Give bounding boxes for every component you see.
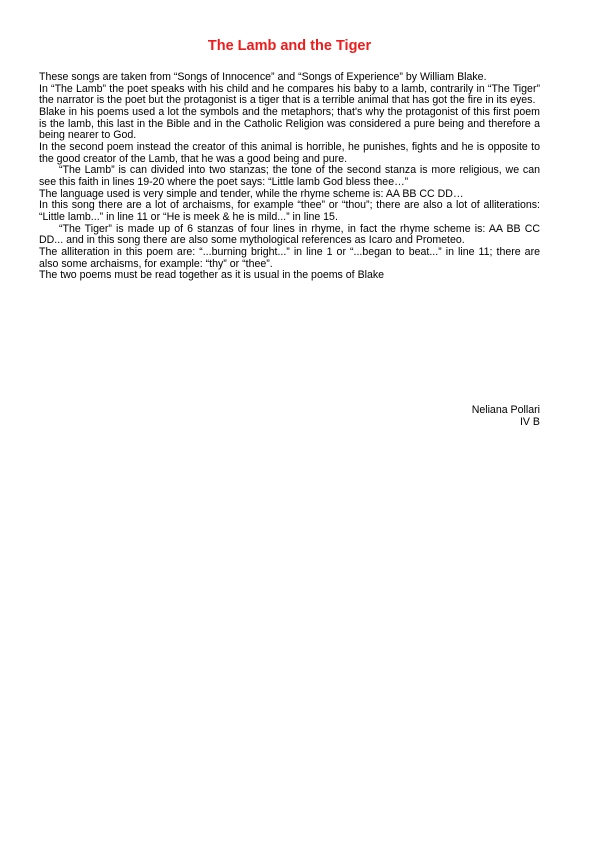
author-name: Neliana Pollari <box>471 404 540 416</box>
paragraph: In “The Lamb” the poet speaks with his child and he compares his baby to a lamb, contrarily in “The Tiger” the narrator is the poet but the protagonist is a tiger that is a terrible animal that has got the fire in its eyes. <box>39 82 540 107</box>
author-class: IV B <box>519 415 540 428</box>
paragraph: Blake in his poems used a lot the symbols and the metaphors; that's why the protagonist of this first poem is the lamb, this last in the Bible and in the Catholic Religion was considered a pure being and therefore a being nearer to God. <box>39 105 540 142</box>
paragraph: The two poems must be read together as it is usual in the poems of Blake <box>39 269 385 282</box>
signature-block <box>340 405 540 428</box>
document-body <box>39 72 540 282</box>
paragraph: In this song there are a lot of archaisms, for example “thee” or “thou”; there are also a lot of alliterations: “Little lamb...” in line 11 or “He is meek & he is mild...” in line 15. <box>39 199 540 223</box>
document-title: The Lamb and the Tiger <box>207 38 372 54</box>
paragraph: These songs are taken from “Songs of Innocence” and “Songs of Experience” by William Blake. <box>39 71 487 83</box>
paragraph: “The Tiger” is made up of 6 stanzas of four lines in rhyme, in fact the rhyme scheme is: AA BB CC DD... and in this song there are also some mythological references as Icaro and Prometeo. <box>39 222 540 247</box>
paragraph: The language used is very simple and tender, while the rhyme scheme is: AA BB CC DD… <box>39 187 464 200</box>
paragraph: In the second poem instead the creator of this animal is horrible, he punishes, fights and he is opposite to the good creator of the Lamb, that he was a good being and pure. <box>39 140 540 165</box>
paragraph: “The Lamb” is can divided into two stanzas; the tone of the second stanza is more religious, we can see this faith in lines 19-20 where the poet says: “Little lamb God bless thee…” <box>39 164 540 188</box>
paragraph: The alliteration in this poem are: “...burning bright...” in line 1 or “...began to beat...” in line 11; there are also some archaisms, for example: “thy” or “thee”. <box>39 245 540 270</box>
